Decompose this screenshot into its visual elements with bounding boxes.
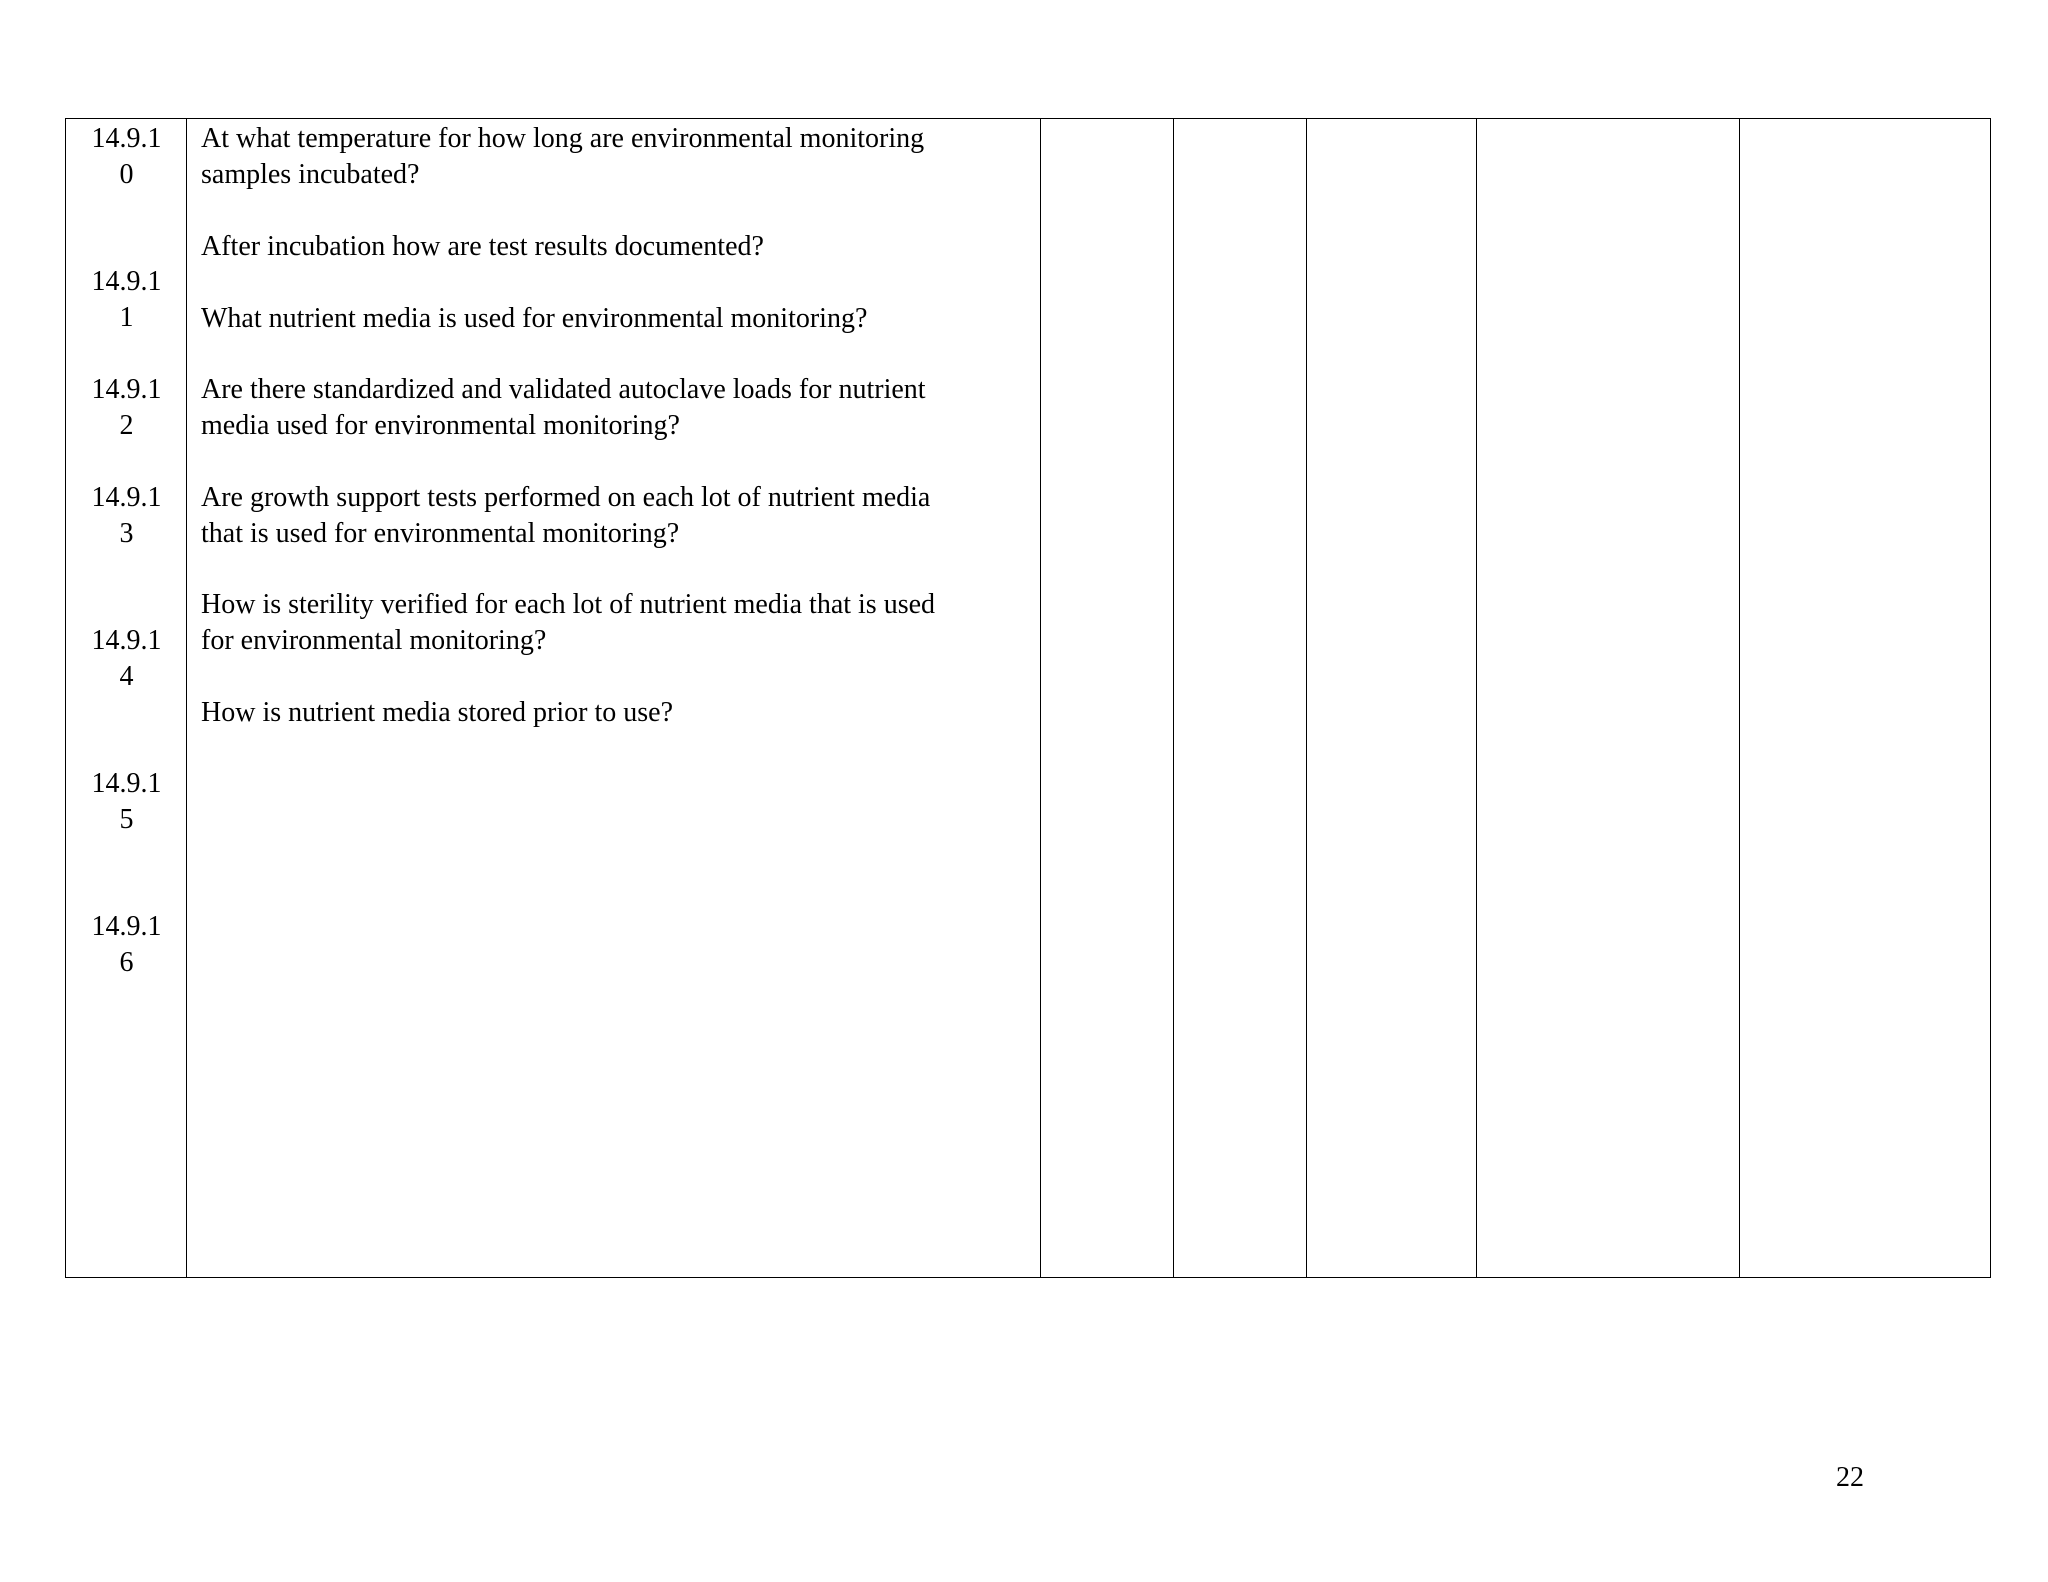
item-number: 14.9.1 6 (91, 911, 162, 978)
item-number: 14.9.1 4 (91, 625, 162, 692)
column-divider (1173, 119, 1174, 1277)
question-text: What nutrient media is used for environmental monitoring? (201, 303, 868, 334)
column-divider (1739, 119, 1740, 1277)
question-text: How is nutrient media stored prior to use? (201, 697, 674, 728)
item-number: 14.9.1 2 (91, 374, 162, 441)
question-text: Are there standardized and validated autoclave loads for nutrient media used for environmental monitoring? (201, 374, 926, 441)
checklist-table (65, 118, 1991, 1278)
page-number: 22 (1836, 1462, 1864, 1493)
item-number: 14.9.1 5 (91, 768, 162, 835)
item-number: 14.9.1 3 (91, 482, 162, 549)
question-text: At what temperature for how long are environmental monitoring samples incubated? (201, 123, 925, 190)
question-text: How is sterility verified for each lot of nutrient media that is used for environmental monitoring? (201, 589, 936, 656)
item-number: 14.9.1 0 (91, 123, 162, 190)
column-divider (1476, 119, 1477, 1277)
column-divider (1306, 119, 1307, 1277)
item-number: 14.9.1 1 (91, 266, 162, 333)
question-text: After incubation how are test results documented? (201, 231, 764, 262)
question-text: Are growth support tests performed on each lot of nutrient media that is used for environmental monitoring? (201, 482, 931, 549)
